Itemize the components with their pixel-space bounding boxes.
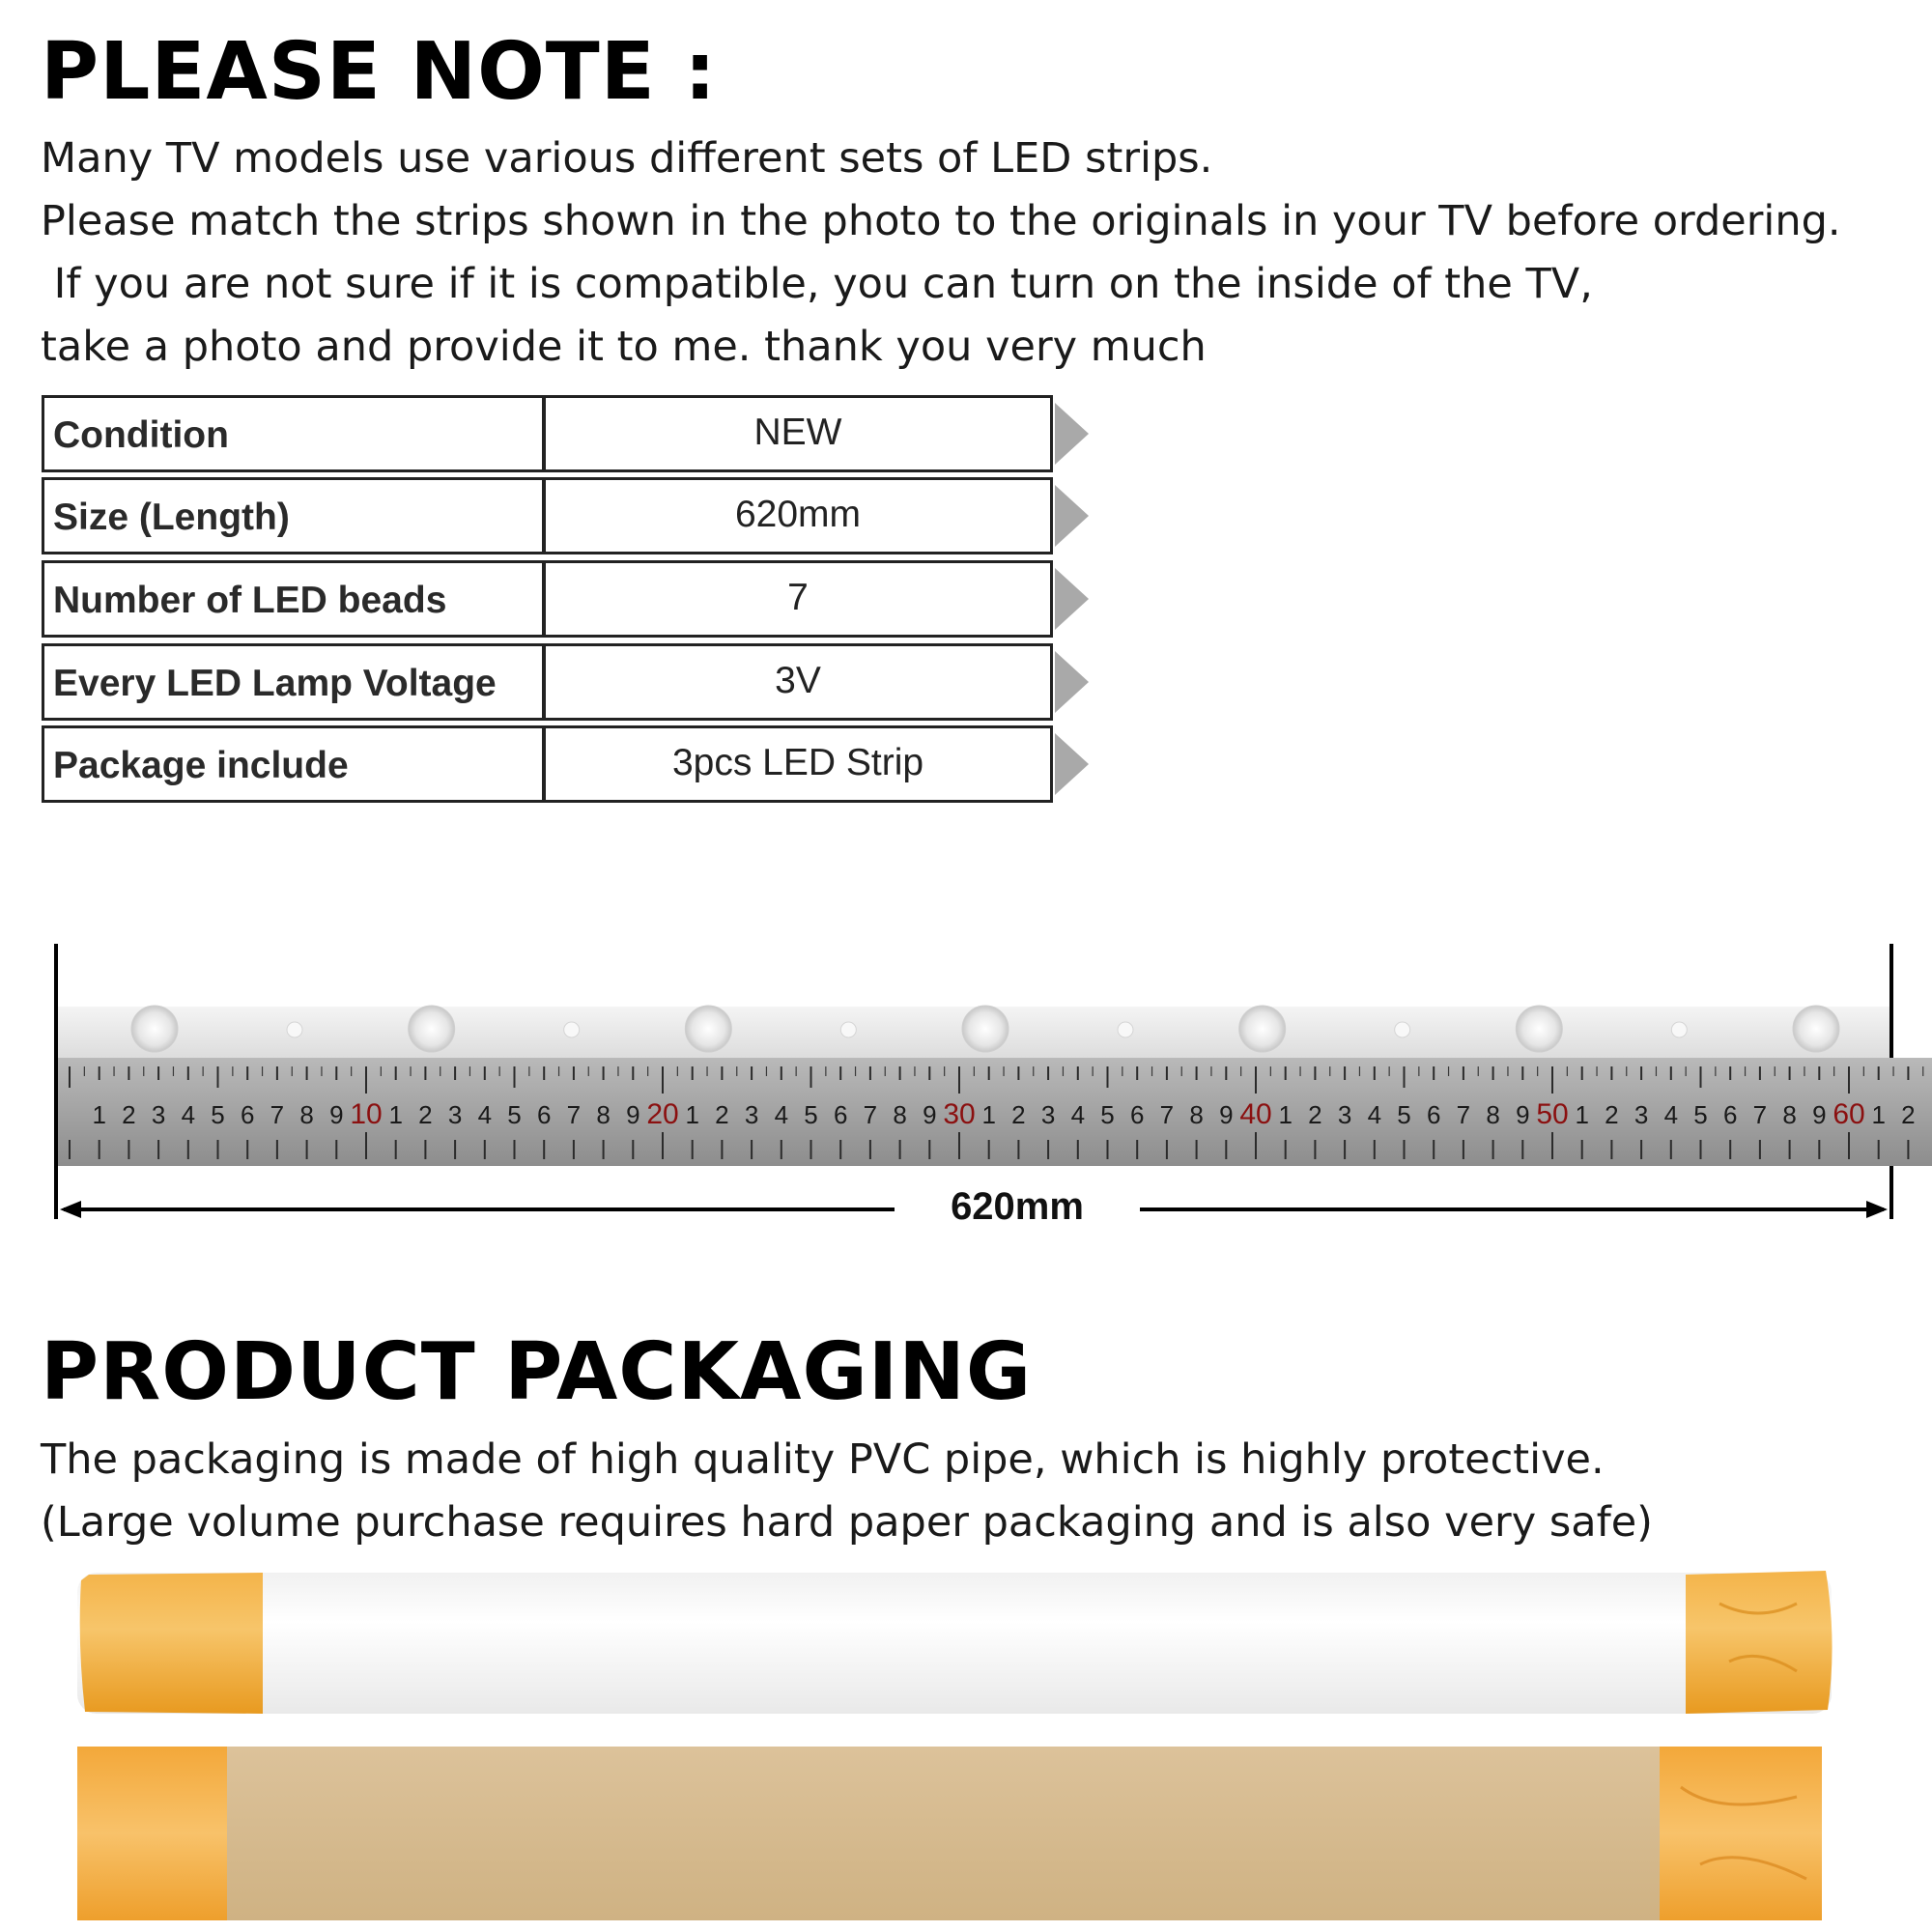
led-bead <box>962 1006 1009 1052</box>
ruler-minor-label: 7 <box>270 1100 285 1129</box>
ruler-minor-label: 7 <box>566 1100 582 1129</box>
ruler-minor-label: 1 <box>1278 1100 1293 1129</box>
ruler-minor-label: 4 <box>181 1100 196 1129</box>
ruler-minor-label: 4 <box>1663 1100 1679 1129</box>
ruler-minor-label: 5 <box>1693 1100 1708 1129</box>
ruler-minor-label: 7 <box>1456 1100 1471 1129</box>
ruler-minor-label: 9 <box>1219 1100 1234 1129</box>
ruler-minor-label: 2 <box>715 1100 729 1129</box>
packaging-line: (Large volume purchase requires hard paper packaging and is also very safe) <box>41 1498 1653 1547</box>
ruler-minor-label: 6 <box>1129 1100 1145 1129</box>
ruler-minor-label: 5 <box>507 1100 522 1129</box>
row-arrow-icon <box>1055 651 1089 713</box>
led-bead <box>131 1006 178 1052</box>
ruler-major-label: 10 <box>350 1098 383 1130</box>
ruler-minor-label: 6 <box>833 1100 848 1129</box>
ruler-minor-label: 9 <box>329 1100 344 1129</box>
cardboard-box <box>77 1747 1822 1920</box>
ruler-minor-label: 7 <box>1159 1100 1175 1129</box>
row-arrow-icon <box>1055 733 1089 795</box>
arrow-right-icon <box>1866 1201 1888 1218</box>
ruler-minor-label: 5 <box>1397 1100 1411 1129</box>
ruler-minor-label: 3 <box>447 1100 463 1129</box>
ruler-minor-label: 4 <box>1367 1100 1382 1129</box>
spec-value: 7 <box>787 577 809 618</box>
strip-screw-hole <box>840 1022 856 1037</box>
spec-label: Number of LED beads <box>53 580 447 621</box>
spec-row-size <box>42 477 1053 554</box>
ruler-major-label: 20 <box>646 1098 679 1130</box>
ruler-minor-label: 1 <box>92 1100 106 1129</box>
packaging-paragraph <box>41 1429 1653 1554</box>
ruler-minor-label: 4 <box>774 1100 789 1129</box>
ruler-minor-label: 8 <box>893 1100 907 1129</box>
ruler-minor-label: 2 <box>1901 1100 1916 1129</box>
packaging-title: PRODUCT PACKAGING <box>41 1326 1033 1418</box>
ruler-minor-label: 5 <box>211 1100 225 1129</box>
strip-screw-hole <box>1395 1022 1410 1037</box>
ruler-major-label: 60 <box>1833 1098 1865 1130</box>
ruler-minor-label: 2 <box>1011 1100 1026 1129</box>
ruler-minor-label: 1 <box>981 1100 996 1129</box>
ruler-minor-label: 3 <box>151 1100 166 1129</box>
ruler-minor-label: 2 <box>1308 1100 1322 1129</box>
ruler-major-label: 50 <box>1536 1098 1569 1130</box>
spec-value: NEW <box>753 412 842 453</box>
led-bead <box>1793 1006 1839 1052</box>
ruler-minor-label: 6 <box>240 1100 255 1129</box>
ruler-minor-label: 1 <box>1871 1100 1886 1129</box>
ruler-minor-label: 1 <box>1575 1100 1589 1129</box>
ruler-minor-label: 9 <box>626 1100 640 1129</box>
note-line: take a photo and provide it to me. thank you very much <box>41 323 1207 371</box>
strip-screw-hole <box>1118 1022 1133 1037</box>
note-line: Please match the strips shown in the photo to the originals in your TV before ordering. <box>41 197 1841 245</box>
spec-row-led-beads <box>42 560 1053 638</box>
ruler-minor-label: 9 <box>1812 1100 1827 1129</box>
dimension-left-bar <box>54 944 58 1219</box>
strip-screw-hole <box>287 1022 302 1037</box>
spec-row-voltage <box>42 643 1053 721</box>
row-arrow-icon <box>1055 568 1089 630</box>
led-strip-measurement-photo <box>0 927 1932 1236</box>
row-arrow-icon <box>1055 485 1089 547</box>
ruler-minor-label: 6 <box>1426 1100 1441 1129</box>
strip-screw-hole <box>564 1022 580 1037</box>
spec-label: Size (Length) <box>53 497 290 538</box>
ruler-minor-label: 5 <box>804 1100 818 1129</box>
spec-value: 3V <box>775 660 821 701</box>
ruler-minor-label: 4 <box>477 1100 493 1129</box>
ruler-major-label: 30 <box>943 1098 976 1130</box>
ruler-minor-label: 3 <box>1337 1100 1352 1129</box>
note-title: PLEASE NOTE : <box>41 26 718 118</box>
row-arrow-icon <box>1055 403 1089 465</box>
led-bead <box>685 1006 731 1052</box>
strip-screw-hole <box>1671 1022 1687 1037</box>
ruler-minor-label: 9 <box>1516 1100 1530 1129</box>
ruler-minor-label: 5 <box>1100 1100 1115 1129</box>
ruler-minor-label: 8 <box>1486 1100 1500 1129</box>
ruler-minor-label: 6 <box>1722 1100 1738 1129</box>
note-line: Many TV models use various different sets of LED strips. <box>41 134 1213 183</box>
ruler-minor-label: 6 <box>536 1100 552 1129</box>
packaging-line: The packaging is made of high quality PVC pipe, which is highly protective. <box>41 1435 1605 1484</box>
ruler-minor-label: 1 <box>388 1100 403 1129</box>
ruler-minor-label: 2 <box>122 1100 136 1129</box>
led-bead <box>1239 1006 1286 1052</box>
spec-label: Every LED Lamp Voltage <box>53 663 497 704</box>
ruler-minor-label: 8 <box>1782 1100 1797 1129</box>
ruler-minor-label: 9 <box>923 1100 937 1129</box>
note-line: If you are not sure if it is compatible, you can turn on the inside of the TV, <box>41 260 1593 308</box>
box-tape-right <box>1660 1747 1822 1920</box>
ruler-minor-label: 3 <box>1634 1100 1649 1129</box>
ruler-minor-label: 3 <box>1040 1100 1056 1129</box>
spec-row-condition <box>42 395 1053 472</box>
pvc-tube <box>77 1573 1832 1714</box>
spec-label: Package include <box>53 745 349 786</box>
tube-tape-left <box>80 1573 263 1714</box>
note-paragraph <box>41 128 1841 379</box>
spec-row-package <box>42 725 1053 803</box>
ruler-minor-label: 1 <box>685 1100 699 1129</box>
ruler-minor-label: 8 <box>299 1100 314 1129</box>
led-bead <box>1516 1006 1562 1052</box>
box-tape-left <box>77 1747 227 1920</box>
arrow-left-icon <box>60 1201 81 1218</box>
ruler-minor-label: 3 <box>744 1100 759 1129</box>
spec-value: 3pcs LED Strip <box>671 742 924 783</box>
ruler-minor-label: 7 <box>863 1100 878 1129</box>
dimension-length-label: 620mm <box>951 1185 1084 1228</box>
ruler-minor-label: 2 <box>418 1100 433 1129</box>
ruler-major-label: 40 <box>1239 1098 1272 1130</box>
tube-tape-right <box>1686 1571 1833 1714</box>
ruler-minor-label: 2 <box>1605 1100 1619 1129</box>
spec-value: 620mm <box>734 494 862 535</box>
packaging-photos <box>0 1565 1932 1932</box>
ruler-minor-label: 8 <box>1189 1100 1204 1129</box>
spec-label: Condition <box>53 414 229 456</box>
ruler-minor-label: 7 <box>1752 1100 1768 1129</box>
led-bead <box>409 1006 455 1052</box>
ruler-minor-label: 4 <box>1070 1100 1086 1129</box>
ruler-minor-label: 8 <box>596 1100 611 1129</box>
